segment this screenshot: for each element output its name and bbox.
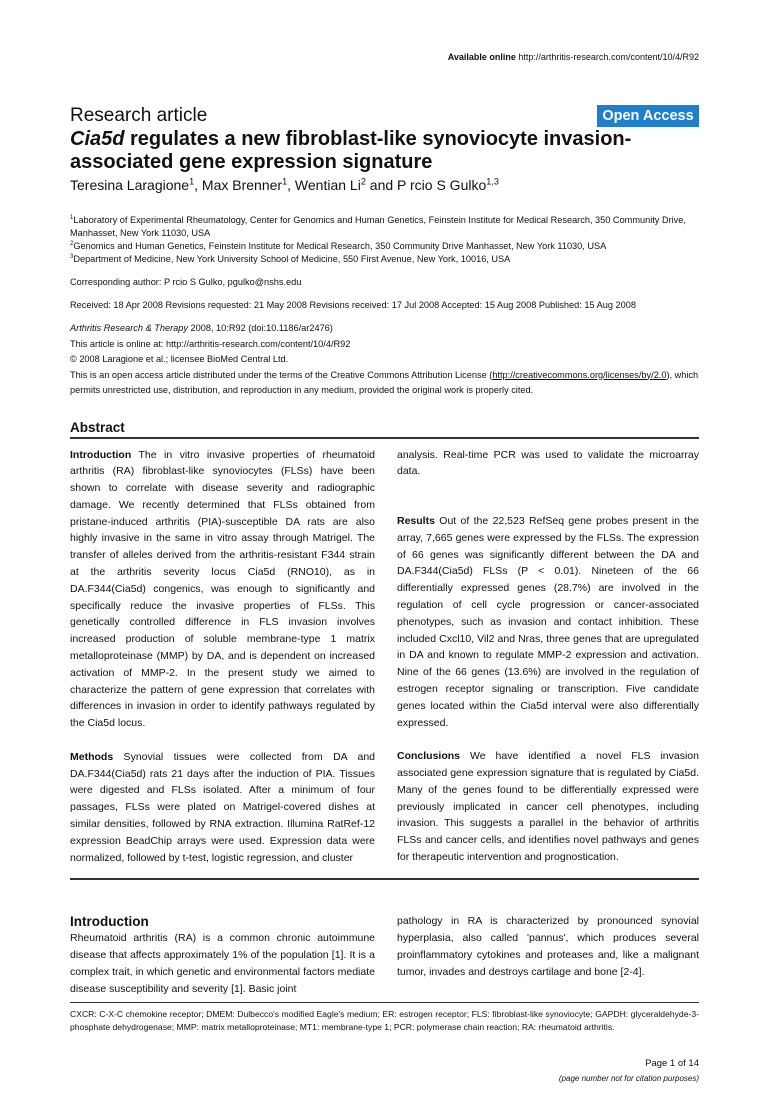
abbreviations-footnote: CXCR: C-X-C chemokine receptor; DMEM: Dulbecco's modified Eagle's medium; ER: estrogen receptor; FLS: fibroblast-like synoviocyte; GAPDH: glyceraldehyde-3-phosphate dehydrogenase; MMP: matrix metalloproteinase; MT1: membrane-type 1; PCR: polymerase chain reaction; RA: rheumatoid arthritis. xyxy=(70,1008,699,1033)
introduction-heading: Introduction xyxy=(70,914,149,930)
section-text: analysis. Real-time PCR was used to validate the microarray data. xyxy=(397,448,699,478)
affiliation-number: 3 xyxy=(70,253,74,260)
author: , Wentian Li xyxy=(287,177,361,193)
section-text: Synovial tissues were collected from DA and DA.F344(Cia5d) rats 21 days after the induction of PIA. Tissues were digested and FLSs isolated. After a minimum of four passages, FLSs were plated on Matrigel-covered dishes at similar densities, followed by RNA extraction. Illumina RatRef-12 expression BeadChip arrays were used. Expression data were normalized, followed by t-test, logistic regression, and cluster xyxy=(70,750,375,864)
license-link[interactable]: http://creativecommons.org/licenses/by/2.0 xyxy=(492,369,667,380)
author-affiliation-mark: 1 xyxy=(282,176,288,187)
article-url[interactable]: http://arthritis-research.com/content/10/4/R92 xyxy=(518,52,699,62)
affiliation-number: 2 xyxy=(70,240,74,247)
citation xyxy=(70,321,699,337)
introduction-text: Rheumatoid arthritis (RA) is a common chronic autoimmune disease that affects approximately 1% of the population [1]. It is a complex trait, in which genetic and environmental factors mediate disease susceptibility and severity [1]. Basic joint xyxy=(70,932,375,995)
abstract-results xyxy=(397,513,699,731)
publication-dates: Received: 18 Apr 2008 Revisions requested: 21 May 2008 Revisions received: 17 Jul 2008 Accepted: 15 Aug 2008 Published: 15 Aug 2008 xyxy=(70,300,636,310)
author-affiliation-mark: 1 xyxy=(189,176,195,187)
license xyxy=(70,368,699,399)
abstract-left-column xyxy=(70,447,375,867)
abstract-rule xyxy=(70,437,699,439)
introduction-left-column xyxy=(70,913,375,997)
abstract-end-rule xyxy=(70,878,699,880)
author-affiliation-mark: 2 xyxy=(360,176,366,187)
page-number-note: (page number not for citation purposes) xyxy=(558,1073,699,1083)
online-url: This article is online at: http://arthritis-research.com/content/10/4/R92 xyxy=(70,338,351,349)
introduction-text: pathology in RA is characterized by pronounced synovial hyperplasia, also called 'pannus', which produces several proinflammatory cytokines and proteases and, like a malignant tumor, invades and destroys cartilage and bone [2-4]. xyxy=(397,915,699,978)
section-label: Introduction xyxy=(70,448,132,461)
article-title xyxy=(70,128,670,174)
journal-info xyxy=(70,321,699,399)
title-gene: Cia5d xyxy=(70,128,125,150)
section-text: Out of the 22,523 RefSeq gene probes present in the array, 7,665 genes were expressed by the FLSs. The expression of 66 genes was significantly different between the DA and DA.F344(Cia5d) FLSs (P < 0.01). Nineteen of the 66 differentially expressed genes (28.7%) are involved in the regulation of cell cycle progression or cancer-associated phenotypes, such as invasion and contact inhibition. These included Cxcl10, Vil2 and Nras, three genes that are upregulated in DA and known to regulate MMP-2 expression and activation. Nine of the 66 genes (13.6%) are involved in the regulation of estrogen receptor signaling or transcription. Five candidate genes located within the Cia5d interval were also differentially expressed. xyxy=(397,515,699,729)
affiliation xyxy=(70,240,699,253)
abstract-continued xyxy=(397,447,699,481)
section-label: Results xyxy=(397,515,435,528)
affiliation-text: Department of Medicine, New York University School of Medicine, 550 First Avenue, New York, 10016, USA xyxy=(73,254,511,264)
abstract-methods xyxy=(70,749,375,867)
affiliation-text: Genomics and Human Genetics, Feinstein Institute for Medical Research, 350 Community Drive Manhasset, New York 11030, USA xyxy=(73,241,607,251)
author: Teresina Laragione xyxy=(70,177,190,193)
license-text: ), which permits unrestricted use, distribution, and reproduction in any medium, provided the original work is properly cited. xyxy=(70,369,699,395)
abstract-columns xyxy=(70,447,699,867)
page-number: Page 1 of 14 xyxy=(645,1057,699,1069)
abstract-conclusions xyxy=(397,748,699,866)
article-type-row xyxy=(70,105,699,127)
license-text: This is an open access article distributed under the terms of the Creative Commons Attribution License ( xyxy=(70,369,493,380)
abstract-right-column xyxy=(397,447,699,867)
abstract-heading: Abstract xyxy=(70,419,125,435)
affiliation xyxy=(70,253,699,266)
section-text: We have identified a novel FLS invasion associated gene expression signature that is regulated by Cia5d. Many of the genes found to be differentially expressed were previously implicated in cancer cell phenotypes, including invasion. This suggests a parallel in the behavior of arthritis FLSs and cancer cells, and identifies novel pathways and genes for therapeutic intervention and prognostication. xyxy=(397,750,699,864)
section-label: Methods xyxy=(70,750,114,763)
available-label: Available online xyxy=(447,52,516,62)
open-access-badge: Open Access xyxy=(597,105,699,127)
affiliation-text: Laboratory of Experimental Rheumatology, Center for Genomics and Human Genetics, Feinstein Institute for Medical Research, 350 Community Drive, Manhasset, New York 11030, USA xyxy=(70,215,686,238)
footnote-rule xyxy=(70,1002,699,1003)
author-list xyxy=(70,176,699,194)
author-affiliation-mark: 1,3 xyxy=(486,176,499,187)
citation-details: 2008, 10:R92 (doi:10.1186/ar2476) xyxy=(187,323,333,333)
availability-line xyxy=(70,51,699,63)
corresponding-author: Corresponding author: P rcio S Gulko, pgulko@nshs.edu xyxy=(70,277,302,287)
author: and P rcio S Gulko xyxy=(365,177,487,193)
copyright: © 2008 Laragione et al.; licensee BioMed Central Ltd. xyxy=(70,354,289,364)
title-text: regulates a new fibroblast-like synoviocyte invasion-associated gene expression signature xyxy=(70,128,632,173)
author: , Max Brenner xyxy=(194,177,283,193)
article-type: Research article xyxy=(70,105,208,126)
abstract-introduction xyxy=(70,447,375,733)
section-label: Conclusions xyxy=(397,750,461,763)
affiliation-number: 1 xyxy=(70,214,74,221)
introduction-columns xyxy=(70,913,699,997)
introduction-right-column xyxy=(397,913,699,997)
journal-name: Arthritis Research & Therapy xyxy=(70,323,188,333)
affiliation xyxy=(70,214,699,240)
affiliations xyxy=(70,214,699,266)
section-text: The in vitro invasive properties of rheumatoid arthritis (RA) fibroblast-like synoviocytes (FLSs) have been shown to correlate with disease severity and radiographic damage. We recently determined that FLSs obtained from pristane-induced arthritis (PIA)-susceptible DA rats are also highly invasive in the same in vitro assay through Matrigel. The transfer of alleles derived from the arthritis-resistant F344 strain at the arthritis severity locus Cia5d (RNO10), as in DA.F344(Cia5d) congenics, was enough to significantly and specifically reduce the invasive properties of FLSs. This genetically controlled difference in FLS invasion involves increased production of soluble membrane-type 1 matrix metalloproteinase (MMP) by DA, and is dependent on increased activation of MMP-2. In the present study we aimed to characterize the pattern of gene expression that correlates with differences in invasion in order to identify pathways regulated by the Cia5d locus. xyxy=(70,448,375,730)
